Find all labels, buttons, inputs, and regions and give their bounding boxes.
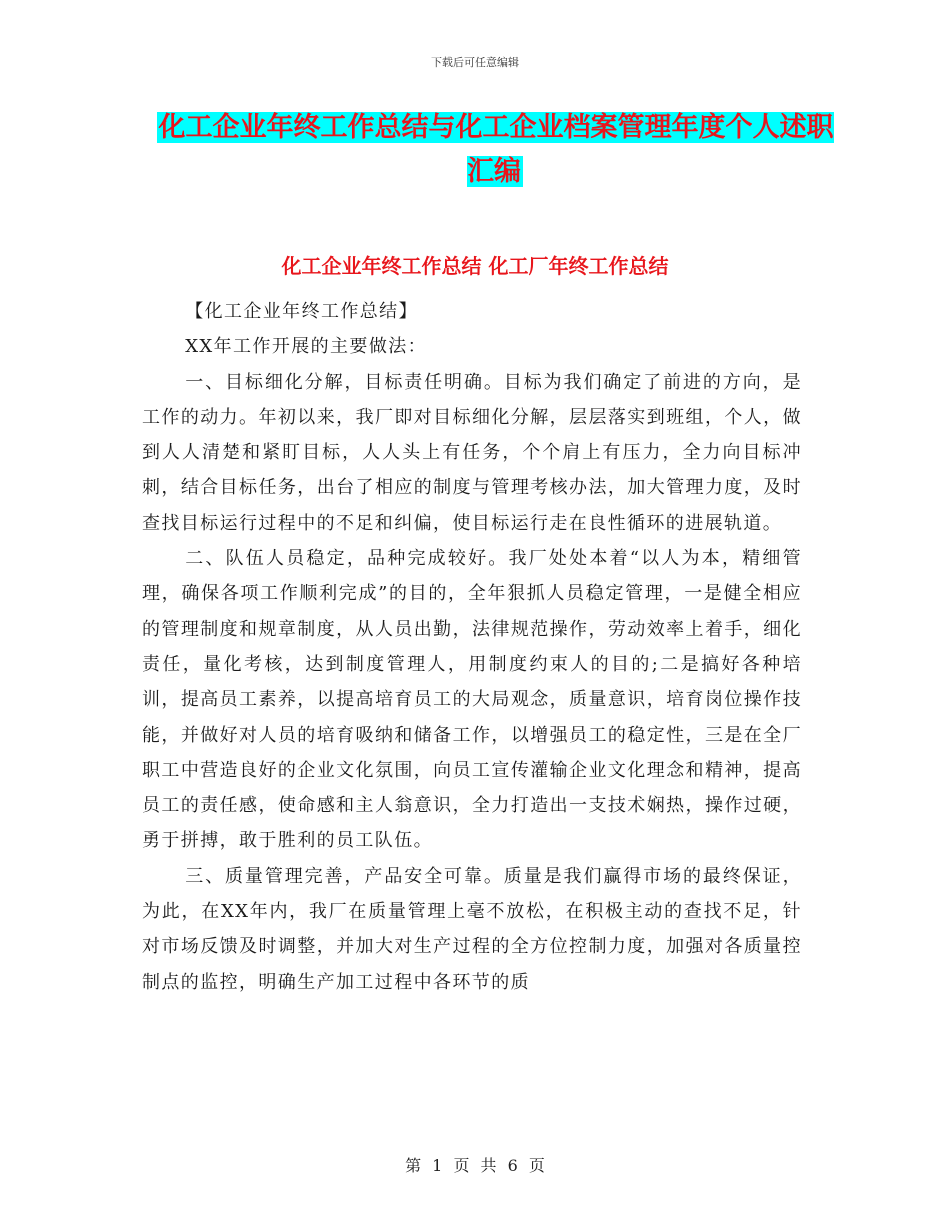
page-number: 第 1 页 共 6 页 — [405, 1156, 545, 1175]
paragraph-intro: XX年工作开展的主要做法： — [185, 336, 428, 358]
paragraph-section-heading: 【化工企业年终工作总结】 — [185, 301, 418, 322]
paragraph-team: 二、队伍人员稳定，品种完成较好。我厂处处本着“以人为本，精细管理，确保各项工作顺利完成”的目的，全年狠抓人员稳定管理，一是健全相应的管理制度和规章制度，从人员出勤，法律规范操作，劳动效率上着手，细化责任，量化考核，达到制度管理人，用制度约束人的目的;二是搞好各种培训，提高员工素养，以提高培育员工的大局观念，质量意识，培育岗位操作技能，并做好对人员的培育吸纳和储备工作，以增强员工的稳定性，三是在全厂职工中营造良好的企业文化氛围，向员工宣传灌输企业文化理念和精神，提高员工的责任感，使命感和主人翁意识，全力打造出一支技术娴热，操作过硬，勇于拼搏，敢于胜利的员工队伍。 — [142, 548, 802, 852]
download-note: 下载后可任意编辑 — [431, 56, 519, 69]
document-title — [145, 106, 845, 194]
document-body — [142, 294, 802, 1000]
document-subtitle: 化工企业年终工作总结 化工厂年终工作总结 — [281, 254, 669, 278]
paragraph-quality: 三、质量管理完善，产品安全可靠。质量是我们赢得市场的最终保证，为此，在XX年内，我厂在质量管理上毫不放松，在积极主动的查找不足，针对市场反馈及时调整，并加大对生产过程的全方位控制力度，加强对各质量控制点的监控，明确生产加工过程中各环节的质 — [142, 865, 802, 993]
document-title-text: 化工企业年终工作总结与化工企业档案管理年度个人述职汇编 — [158, 112, 834, 187]
paragraph-goals: 一、目标细化分解，目标责任明确。目标为我们确定了前进的方向，是工作的动力。年初以来，我厂即对目标细化分解，层层落实到班组，个人，做到人人清楚和紧盯目标，人人头上有任务，个个肩上有压力，全力向目标冲刺，结合目标任务，出台了相应的制度与管理考核办法，加大管理力度，及时查找目标运行过程中的不足和纠偏，使目标运行走在良性循环的进展轨道。 — [142, 371, 802, 534]
